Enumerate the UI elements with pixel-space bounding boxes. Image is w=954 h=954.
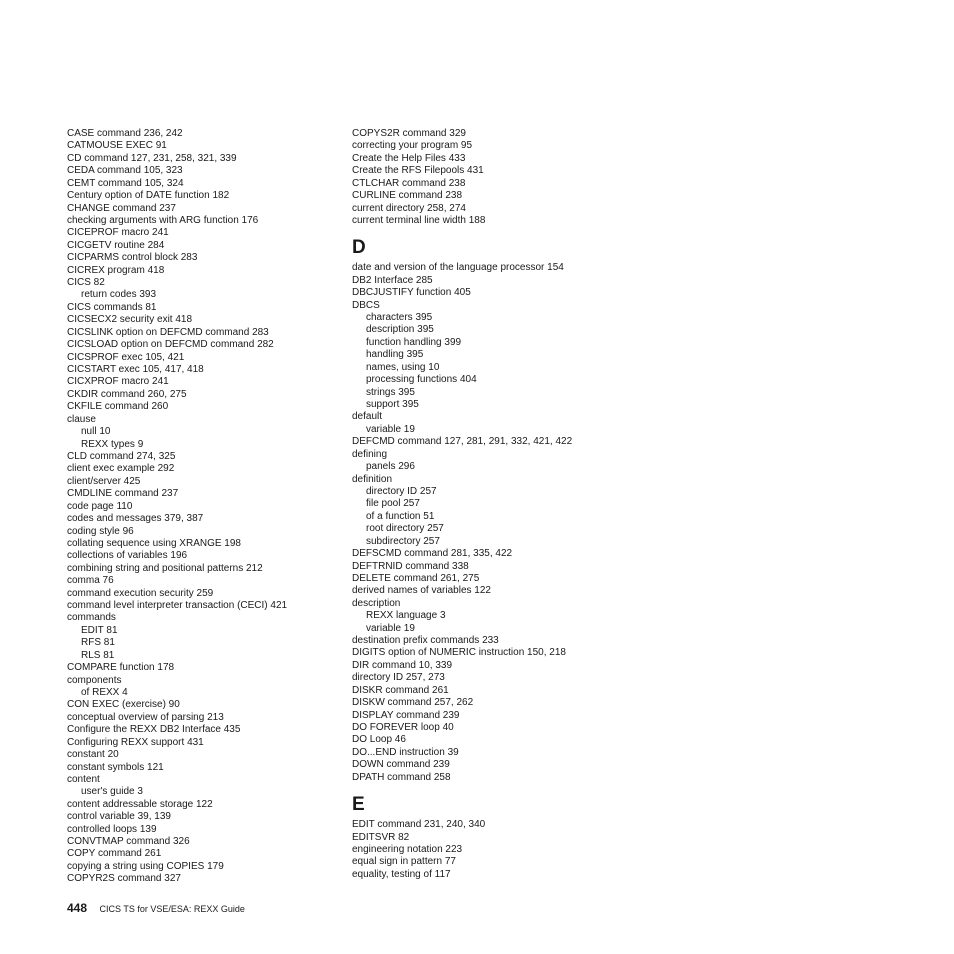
- index-subentry: characters 395: [366, 312, 433, 324]
- index-entry: description: [352, 597, 401, 609]
- index-entry: CICSTART exec 105, 417, 418: [67, 364, 204, 376]
- index-entry: CICPARMS control block 283: [67, 252, 198, 264]
- index-entry: CONVTMAP command 326: [67, 836, 190, 848]
- index-subentry: function handling 399: [366, 336, 462, 348]
- index-entry: CHANGE command 237: [67, 202, 176, 214]
- index-subentry: file pool 257: [366, 498, 420, 510]
- index-column-left: [67, 128, 337, 886]
- index-entry: Configuring REXX support 431: [67, 736, 204, 748]
- index-entry: CKDIR command 260, 275: [67, 388, 187, 400]
- index-entry: CICS 82: [67, 277, 105, 289]
- index-entry: CICXPROF macro 241: [67, 376, 169, 388]
- index-entry: DEFSCMD command 281, 335, 422: [352, 548, 513, 560]
- index-subentry: RFS 81: [81, 637, 115, 649]
- index-entry: DPATH command 258: [352, 771, 451, 783]
- index-entry: equality, testing of 117: [352, 868, 451, 880]
- index-entry: comma 76: [67, 575, 114, 587]
- index-entry: copying a string using COPIES 179: [67, 860, 224, 872]
- index-entry: Century option of DATE function 182: [67, 190, 230, 202]
- index-entry: CATMOUSE EXEC 91: [67, 140, 167, 152]
- index-entry: CICSLOAD option on DEFCMD command 282: [67, 339, 274, 351]
- index-entry: CICSPROF exec 105, 421: [67, 351, 185, 363]
- index-entry: CMDLINE command 237: [67, 488, 179, 500]
- index-entry: CICSECX2 security exit 418: [67, 314, 193, 326]
- index-subentry: return codes 393: [81, 289, 157, 301]
- index-entry: COPY command 261: [67, 848, 162, 860]
- index-subentry: user's guide 3: [81, 786, 143, 798]
- index-subentry: names, using 10: [366, 361, 440, 373]
- index-entry: command execution security 259: [67, 587, 214, 599]
- index-entry: DO...END instruction 39: [352, 746, 459, 758]
- index-subentry: variable 19: [366, 622, 415, 634]
- index-entry: codes and messages 379, 387: [67, 513, 204, 525]
- index-entry: COMPARE function 178: [67, 662, 175, 674]
- index-entry: DOWN command 239: [352, 759, 450, 771]
- index-entry: DBCS: [352, 299, 380, 311]
- index-entry: CLD command 274, 325: [67, 450, 176, 462]
- index-entry: directory ID 257, 273: [352, 672, 445, 684]
- index-entry: date and version of the language processor 154: [352, 262, 564, 274]
- index-entry: DISPLAY command 239: [352, 709, 460, 721]
- index-entry: command level interpreter transaction (CECI) 421: [67, 600, 288, 612]
- index-subentry: EDIT 81: [81, 624, 118, 636]
- index-entry: current directory 258, 274: [352, 202, 466, 214]
- index-entry: components: [67, 674, 122, 686]
- index-subentry: directory ID 257: [366, 485, 437, 497]
- index-entry: CICEPROF macro 241: [67, 227, 169, 239]
- index-column-right: [352, 128, 642, 881]
- index-entry: control variable 39, 139: [67, 811, 171, 823]
- index-entry: coding style 96: [67, 525, 134, 537]
- index-entry: controlled loops 139: [67, 823, 157, 835]
- index-entry: CTLCHAR command 238: [352, 177, 466, 189]
- index-subentry: handling 395: [366, 349, 424, 361]
- index-entry: conceptual overview of parsing 213: [67, 711, 224, 723]
- index-entry: combining string and positional patterns 212: [67, 562, 263, 574]
- index-entry: DO FOREVER loop 40: [352, 721, 454, 733]
- index-subentry: of REXX 4: [81, 686, 128, 698]
- index-entry: client/server 425: [67, 475, 141, 487]
- index-entry: CICREX program 418: [67, 264, 165, 276]
- page-number: 448: [67, 901, 88, 915]
- index-subentry: root directory 257: [366, 523, 444, 535]
- index-subentry: RLS 81: [81, 649, 115, 661]
- index-entry: code page 110: [67, 500, 133, 512]
- index-subentry: of a function 51: [366, 510, 435, 522]
- index-subentry: support 395: [366, 399, 419, 411]
- index-entry: equal sign in pattern 77: [352, 856, 456, 868]
- page-footer: [67, 899, 245, 917]
- index-entry: CICSLINK option on DEFCMD command 283: [67, 326, 269, 338]
- index-entry: Create the RFS Filepools 431: [352, 165, 484, 177]
- index-entry: destination prefix commands 233: [352, 635, 499, 647]
- index-entry: DISKR command 261: [352, 684, 449, 696]
- index-entry: CASE command 236, 242: [67, 128, 183, 139]
- section-letter: E: [352, 794, 365, 816]
- section-letter: D: [352, 237, 366, 259]
- index-entry: DISKW command 257, 262: [352, 697, 474, 709]
- index-subentry: REXX types 9: [81, 438, 144, 450]
- index-entry: engineering notation 223: [352, 843, 463, 855]
- index-entry: definition: [352, 473, 393, 485]
- index-entry: derived names of variables 122: [352, 585, 491, 597]
- index-entry: content addressable storage 122: [67, 798, 213, 810]
- index-entry: DEFCMD command 127, 281, 291, 332, 421, 422: [352, 436, 573, 448]
- index-subentry: null 10: [81, 426, 111, 438]
- index-entry: CEDA command 105, 323: [67, 165, 183, 177]
- index-entry: DEFTRNID command 338: [352, 560, 469, 572]
- index-entry: DB2 Interface 285: [352, 274, 433, 286]
- index-entry: collections of variables 196: [67, 550, 188, 562]
- index-subentry: variable 19: [366, 423, 415, 435]
- index-entry: constant symbols 121: [67, 761, 164, 773]
- index-entry: default: [352, 411, 383, 423]
- index-entry: clause: [67, 413, 96, 425]
- guide-title: CICS TS for VSE/ESA: REXX Guide: [99, 904, 245, 914]
- index-entry: DBCJUSTIFY function 405: [352, 287, 471, 299]
- index-entry: CD command 127, 231, 258, 321, 339: [67, 152, 237, 164]
- index-entry: EDIT command 231, 240, 340: [352, 819, 486, 831]
- index-entry: CICS commands 81: [67, 301, 157, 313]
- index-subentry: strings 395: [366, 386, 415, 398]
- index-entry: constant 20: [67, 749, 119, 761]
- index-subentry: processing functions 404: [366, 374, 477, 386]
- index-entry: content: [67, 773, 100, 785]
- index-subentry: description 395: [366, 324, 434, 336]
- index-entry: CEMT command 105, 324: [67, 177, 184, 189]
- index-entry: EDITSVR 82: [352, 831, 410, 843]
- index-entry: DELETE command 261, 275: [352, 572, 480, 584]
- index-entry: checking arguments with ARG function 176: [67, 214, 259, 226]
- index-entry: DO Loop 46: [352, 734, 406, 746]
- index-entry: Configure the REXX DB2 Interface 435: [67, 724, 241, 736]
- index-subentry: panels 296: [366, 461, 415, 473]
- index-entry: Create the Help Files 433: [352, 152, 466, 164]
- index-entry: DIR command 10, 339: [352, 659, 453, 671]
- index-entry: COPYR2S command 327: [67, 873, 181, 885]
- index-subentry: REXX language 3: [366, 610, 446, 622]
- index-entry: CON EXEC (exercise) 90: [67, 699, 180, 711]
- index-entry: collating sequence using XRANGE 198: [67, 537, 241, 549]
- index-entry: commands: [67, 612, 116, 624]
- index-subentry: subdirectory 257: [366, 535, 440, 547]
- index-entry: client exec example 292: [67, 463, 175, 475]
- index-entry: CURLINE command 238: [352, 190, 463, 202]
- index-entry: defining: [352, 448, 388, 460]
- index-entry: correcting your program 95: [352, 140, 473, 152]
- index-entry: CKFILE command 260: [67, 401, 169, 413]
- index-entry: COPYS2R command 329: [352, 128, 466, 139]
- index-entry: current terminal line width 188: [352, 214, 486, 226]
- index-entry: DIGITS option of NUMERIC instruction 150, 218: [352, 647, 566, 659]
- index-entry: CICGETV routine 284: [67, 239, 165, 251]
